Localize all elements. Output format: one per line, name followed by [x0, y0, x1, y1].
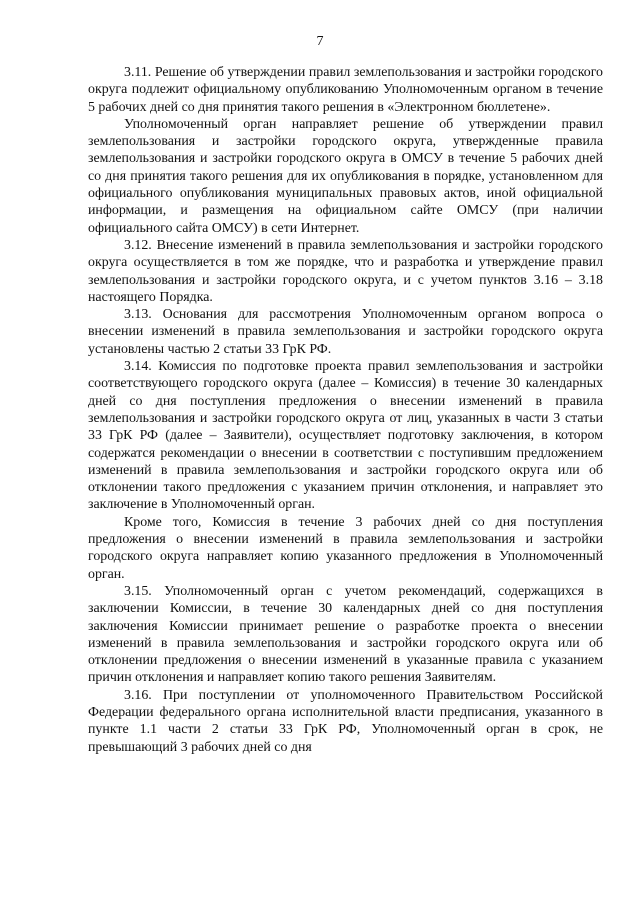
paragraph-3-14-copy: Кроме того, Комиссия в течение 3 рабочих дней со дня поступления предложения о внесении изменений в правила землепользования и застройки городского округа направляет копию указанного предложения в Уполномоченный орган. [88, 514, 603, 582]
page-number: 7 [316, 34, 324, 49]
paragraph-3-14: 3.14. Комиссия по подготовке проекта правил землепользования и застройки соответствующего городского округа (далее – Комиссия) в течение 30 календарных дней со дня поступления предложения о внесении изменений в правила землепользования и застройки городского округа от лиц, указанных в части 3 статьи 33 ГрК РФ (далее – Заявители), осуществляет подготовку заключения, в котором содержатся рекомендации о внесении в соответствии с поступившим предложением изменений в правила землепользования и застройки городского округа или об отклонении такого предложения с указанием причин отклонения, и направляет это заключение в Уполномоченный орган. [88, 359, 603, 513]
paragraph-3-15: 3.15. Уполномоченный орган с учетом рекомендаций, содержащихся в заключении Комиссии, в течение 30 календарных дней со дня поступления заключения Комиссии принимает решение о разработке проекта о внесении изменений в правила землепользования и застройки городского округа или об отклонении предложения о внесении изменений в указанные правила с указанием причин отклонения и направляет копию такого решения Заявителям. [88, 583, 603, 686]
paragraph-3-16: 3.16. При поступлении от уполномоченного Правительством Российской Федерации федерального органа исполнительной власти предписания, указанного в пункте 1.1 части 2 статьи 33 ГрК РФ, Уполномоченный орган в срок, не превышающий 3 рабочих дней со дня [88, 687, 603, 755]
paragraph-3-11: 3.11. Решение об утверждении правил землепользования и застройки городского округа подлежит официальному опубликованию Уполномоченным органом в течение 5 рабочих дней со дня принятия такого решения в «Электронном бюллетене». [88, 65, 603, 115]
paragraph-3-12: 3.12. Внесение изменений в правила землепользования и застройки городского округа осуществляется в том же порядке, что и разработка и утверждение правил землепользования и застройки городского округа, и с учетом пунктов 3.16 – 3.18 настоящего Порядка. [88, 237, 603, 305]
paragraph-3-11-publication: Уполномоченный орган направляет решение об утверждении правил землепользования и застройки городского округа, утвержденные правила землепользования и застройки городского округа в ОМСУ в течение 5 рабочих дней со дня принятия такого решения для их опубликования в порядке, установленном для официального опубликования муниципальных правовых актов, иной официальной информации, и размещения на официальном сайте ОМСУ (при наличии официального сайта ОМСУ) в сети Интернет. [88, 116, 603, 236]
paragraph-3-13: 3.13. Основания для рассмотрения Уполномоченным органом вопроса о внесении изменений в правила землепользования и застройки городского округа установлены частью 2 статьи 33 ГрК РФ. [88, 307, 603, 357]
document-body [88, 64, 603, 756]
